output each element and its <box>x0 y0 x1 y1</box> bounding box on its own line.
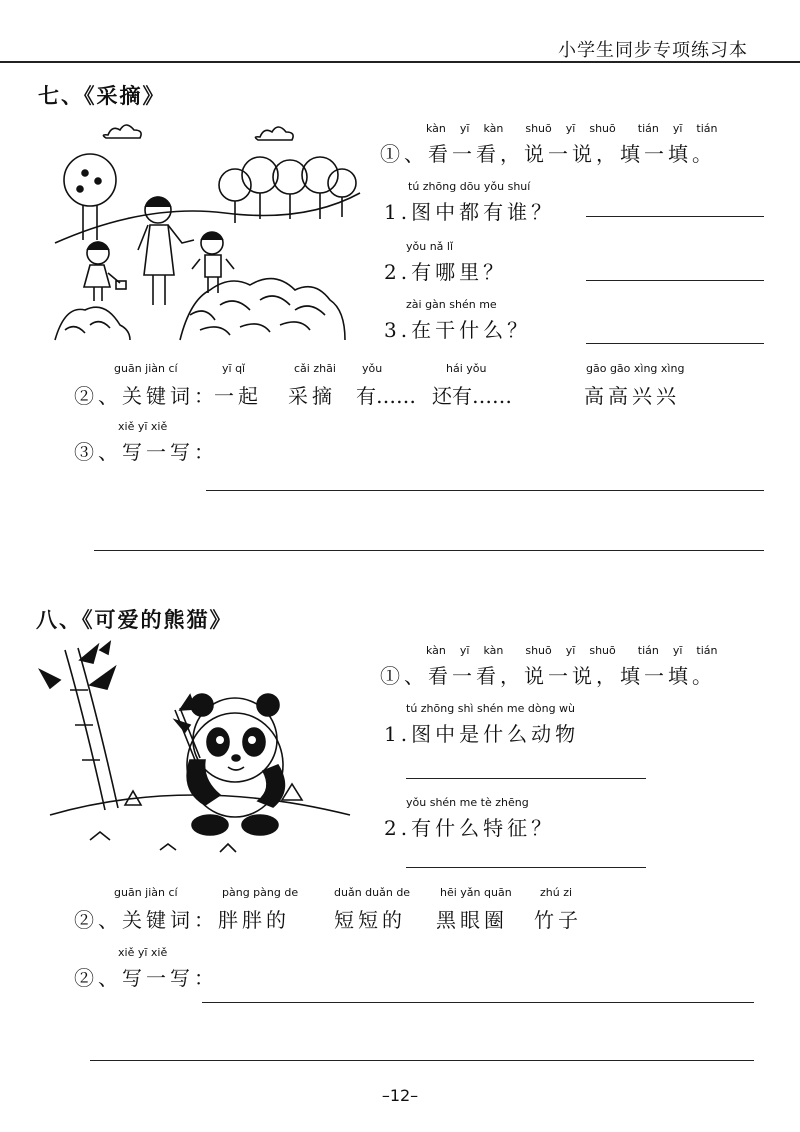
keywords-label-pinyin-2: guān jiàn cí <box>114 886 178 899</box>
question-3-pinyin: zài gàn shén me <box>406 298 497 311</box>
keyword-4-pinyin: hái yǒu <box>446 362 487 375</box>
write-label: ③、写一写： <box>74 440 218 464</box>
panda-illustration <box>50 640 360 865</box>
keyword-8-1-pinyin: pàng pàng de <box>222 886 299 899</box>
header-divider <box>0 61 800 63</box>
question-8-2-pinyin: yǒu shén me tè zhēng <box>406 796 529 809</box>
pinyin-syllable: kàn <box>426 644 446 657</box>
keyword-8-2-pinyin: duǎn duǎn de <box>334 886 411 899</box>
keyword-8-3-pinyin: hēi yǎn quān <box>440 886 512 899</box>
keyword-8-4: 竹子 <box>534 908 582 932</box>
header-title: 小学生同步专项练习本 <box>558 40 748 61</box>
answer-line-8-2[interactable] <box>406 867 646 868</box>
instruction-text: ①、看一看，说一说，填一填。 <box>380 142 716 166</box>
page-number: –12– <box>381 1086 419 1105</box>
writing-line-1[interactable] <box>206 490 764 491</box>
keywords-label: ②、关键词： <box>74 384 218 408</box>
keyword-4: 还有…… <box>432 384 512 408</box>
pinyin-syllable: yī <box>565 122 576 135</box>
keywords-label-pinyin: guān jiàn cí <box>114 362 178 375</box>
pinyin-syllable: tián <box>637 122 659 135</box>
question-8-2: 2.有什么特征？ <box>384 816 556 840</box>
answer-line-8-1[interactable] <box>406 778 646 779</box>
picking-scene-illustration <box>50 115 360 350</box>
pinyin-syllable: yī <box>459 122 470 135</box>
keywords-label-2: ②、关键词： <box>74 908 218 932</box>
answer-line-2[interactable] <box>586 280 764 281</box>
writing-line-8-2[interactable] <box>90 1060 754 1061</box>
keyword-8-3: 黑眼圈 <box>436 908 508 932</box>
pinyin-syllable: yī <box>565 644 576 657</box>
pinyin-syllable: shuō <box>525 644 552 657</box>
pinyin-syllable: kàn <box>483 644 504 657</box>
instruction-pinyin-2 <box>426 644 718 657</box>
question-1-pinyin: tú zhōng dōu yǒu shuí <box>408 180 531 193</box>
keyword-3: 有…… <box>356 384 416 408</box>
keyword-8-4-pinyin: zhú zi <box>540 886 573 899</box>
answer-line-3[interactable] <box>586 343 764 344</box>
writing-line-8-1[interactable] <box>202 1002 754 1003</box>
keyword-5-pinyin: gāo gāo xìng xìng <box>586 362 685 375</box>
pinyin-syllable: kàn <box>483 122 504 135</box>
question-8-1: 1.图中是什么动物 <box>384 722 580 746</box>
keyword-8-2: 短短的 <box>334 908 406 932</box>
keyword-5: 高高兴兴 <box>584 384 680 408</box>
pinyin-syllable: kàn <box>426 122 446 135</box>
question-1: 1.图中都有谁？ <box>384 200 556 224</box>
pinyin-syllable: shuō <box>589 644 616 657</box>
instruction-pinyin <box>426 122 718 135</box>
pinyin-syllable: yī <box>672 644 683 657</box>
keyword-1-pinyin: yī qǐ <box>222 362 246 375</box>
answer-line-1[interactable] <box>586 216 764 217</box>
question-2-pinyin: yǒu nǎ lǐ <box>406 240 454 253</box>
keyword-3-pinyin: yǒu <box>362 362 383 375</box>
write-label-2: ②、写一写： <box>74 966 218 990</box>
pinyin-syllable: yī <box>672 122 683 135</box>
write-label-pinyin-2: xiě yī xiě <box>118 946 168 959</box>
instruction-text-2: ①、看一看，说一说，填一填。 <box>380 664 716 688</box>
question-3: 3.在干什么？ <box>384 318 532 342</box>
writing-line-2[interactable] <box>94 550 764 551</box>
keyword-1: 一起 <box>214 384 262 408</box>
pinyin-syllable: tián <box>637 644 659 657</box>
write-label-pinyin: xiě yī xiě <box>118 420 168 433</box>
pinyin-syllable: yī <box>459 644 470 657</box>
section-8-title: 八、《可爱的熊猫》 <box>36 608 233 632</box>
pinyin-syllable: shuō <box>525 122 552 135</box>
keyword-2: 采摘 <box>288 384 336 408</box>
keyword-2-pinyin: cǎi zhāi <box>294 362 336 375</box>
pinyin-syllable: tián <box>696 122 718 135</box>
pinyin-syllable: tián <box>696 644 718 657</box>
pinyin-syllable: shuō <box>589 122 616 135</box>
question-8-1-pinyin: tú zhōng shì shén me dòng wù <box>406 702 576 715</box>
question-2: 2.有哪里？ <box>384 260 508 284</box>
keyword-8-1: 胖胖的 <box>218 908 290 932</box>
section-7-title: 七、《采摘》 <box>38 84 166 108</box>
